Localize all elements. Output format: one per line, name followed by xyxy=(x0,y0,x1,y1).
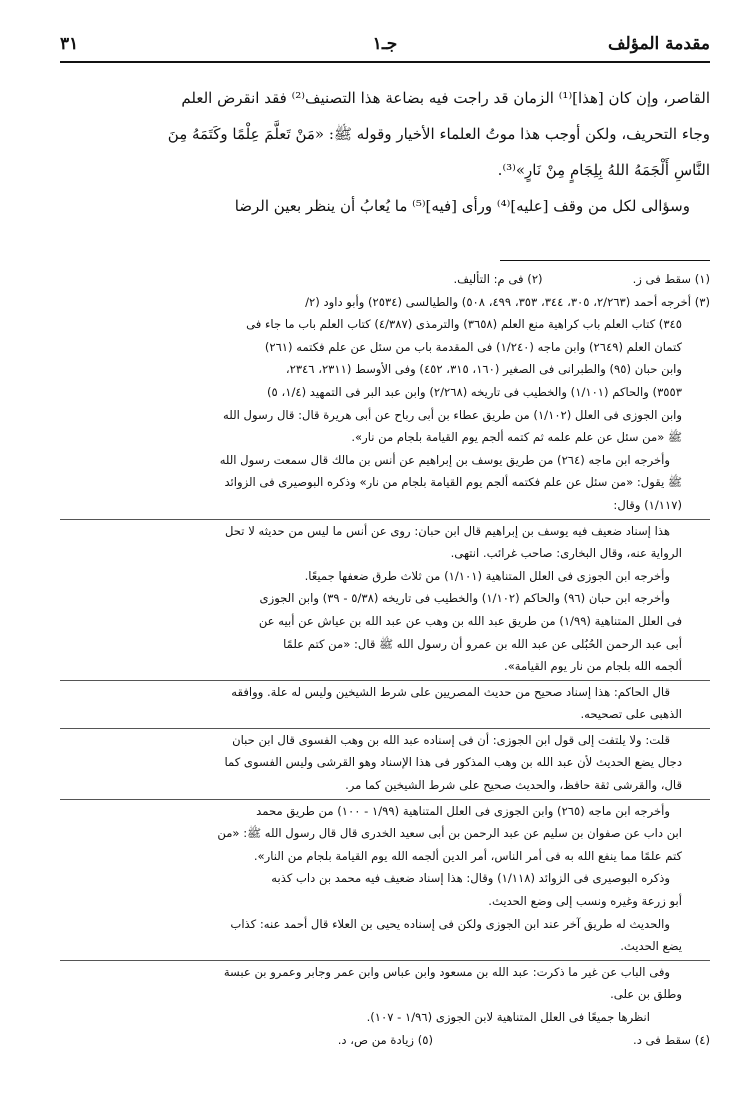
footnote-3-line: وأخرجه ابن ماجه (٢٦٤) من طريق يوسف بن إبراهيم عن أنس بن مالك قال سمعت رسول الله xyxy=(219,452,670,467)
note-line: أبو زرعة وغيره ونسب إلى وضع الحديث. xyxy=(488,894,682,909)
page-number: ٣١ xyxy=(60,34,79,54)
footnote-3-line: ٣٤٥) كتاب العلم باب كراهية منع العلم (٣٦٥٨) والترمذى (٤/٣٨٧) كتاب العلم باب ما جاء فى xyxy=(246,317,682,332)
note-line: قال الحاكم: هذا إسناد صحيح من حديث المصريين على شرط الشيخين وليس له علة. ووافقه xyxy=(231,684,670,699)
body-line: النَّاسِ أَلْجَمَهُ اللهُ بِلِجَامٍ مِنْ نَارٍ»⁽³⁾. xyxy=(497,161,710,179)
note-line: وفى الباب عن غير ما ذكرت: عبد الله بن مسعود وابن عباس وابن عمر وجابر وعمرو بن عبسة xyxy=(223,964,670,979)
footnote-row xyxy=(60,268,710,291)
footnote-3-line: (٣) أخرجه أحمد (٢/٢٦٣، ٣٠٥، ٣٤٤، ٣٥٣، ٤٩٩، ٥٠٨) والطيالسى (٢٥٣٤) وأبو داود (٢/ xyxy=(305,294,710,309)
footnote-3-line: ﷺ يقول: «من سئل عن علم فكتمه ألجم يوم القيامة بلجام من نار» وذكره البوصيرى فى الزوائد xyxy=(224,475,682,490)
note-line: هذا إسناد ضعيف فيه يوسف بن إبراهيم قال ابن حبان: روى عن أنس ما ليس من حديثه لا تحل xyxy=(225,523,670,538)
note-line: وأخرجه ابن ماجه (٢٦٥) وابن الجوزى فى العلل المتناهية (١/٩٩ - ١٠٠) من طريق محمد xyxy=(256,803,670,818)
note-line: دجال يضع الحديث لأن عبد الله بن وهب المذكور فى هذا الإسناد وهو القرشى وليس الفسوى كما xyxy=(224,755,682,770)
footnote-1: (١) سقط فى ز. xyxy=(632,272,710,286)
footnote-5: (٥) زيادة من ص، د. xyxy=(337,1032,434,1047)
footnote-3-line: وابن حبان (٩٥) والطبرانى فى الصغير (١٦٠، ٣١٥، ٤٥٢) وفى الأوسط (٢٣١١، ٢٣٤٦، xyxy=(285,362,682,377)
footnote-2: (٢) فى م: التأليف. xyxy=(453,272,543,286)
header-title: مقدمة المؤلف xyxy=(607,34,710,54)
note-line: وذكره البوصيرى فى الزوائد (١/١١٨) وقال: هذا إسناد ضعيف فيه محمد بن داب كذبه xyxy=(271,871,670,886)
note-line: ألجمه الله بلجام من نار يوم القيامة». xyxy=(504,659,682,674)
footnotes xyxy=(60,268,710,1051)
footnote-3-line: (١/١١٧) وقال: xyxy=(613,497,682,512)
body-line: القاصر، وإن كان [هذا]⁽¹⁾ الزمان قد راجت فيه بضاعة هذا التصنيف⁽²⁾ فقد انقرض العلم xyxy=(181,89,710,107)
note-line: أبى عبد الرحمن الحُبُلى عن عبد الله بن عمرو أن رسول الله ﷺ قال: «من كتم علمًا xyxy=(283,636,682,651)
note-line: قلت: ولا يلتفت إلى قول ابن الجوزى: أن فى إسناده عبد الله بن وهب الفسوى قال ابن حبان xyxy=(232,732,670,747)
running-header xyxy=(60,28,710,58)
footnote-3-line: ٣٥٥٣) والحاكم (١/١٠١) والخطيب فى تاريخه (٢/٢٦٨) وابن عبد البر فى التمهيد (١/٤، ٥) xyxy=(267,384,682,399)
note-line: الرواية عنه، وقال البخارى: صاحب غرائب. انتهى. xyxy=(450,546,682,561)
footnote-4: (٤) سقط فى د. xyxy=(633,1032,710,1047)
footnote-3-line: كتمان العلم (٢٦٤٩) وابن ماجه (١/٢٤٠) فى المقدمة باب من سئل عن علم فكتمه (٢٦١) xyxy=(264,339,682,354)
note-line: الذهبى على تصحيحه. xyxy=(580,707,682,722)
note-line: والحديث له طريق آخر عند ابن الجوزى ولكن فى إسناده يحيى بن العلاء قال أحمد عنه: كذاب xyxy=(230,916,670,931)
note-line: وطلق بن على. xyxy=(610,987,682,1002)
note-line: كتم علمًا مما ينفع الله به فى أمر الناس، أمر الدين ألجمه الله يوم القيامة بلجام من النار». xyxy=(253,848,682,863)
body-line: وسؤالى لكل من وقف [عليه]⁽⁴⁾ ورأى [فيه]⁽⁵⁾ ما يُعابُ أن ينظر بعين الرضا xyxy=(234,197,690,215)
note-line: وأخرجه ابن الجوزى فى العلل المتناهية (١/١٠١) من ثلاث طرق ضعفها جميعًا. xyxy=(304,568,670,583)
note-line: قال، والقرشى ثقة حافظ، والحديث صحيح على شرط الشيخين كما مر. xyxy=(345,778,682,793)
body-line: وجاء التحريف، ولكن أوجب هذا موتُ العلماء الأخيار وقوله ﷺ: «مَنْ تَعلَّمَ عِلْمًا وكَتَمَهُ مِنَ xyxy=(167,125,710,143)
note-line: ابن داب عن صفوان بن سليم عن عبد الرحمن بن أبى سعيد الخدرى قال قال رسول الله ﷺ: «من xyxy=(217,826,682,841)
footnote-3-line: ﷺ «من سئل عن علم علمه ثم كتمه ألجم يوم القيامة بلجام من نار». xyxy=(351,430,682,445)
footnote-separator xyxy=(500,260,710,261)
footnote-3-line: وابن الجوزى فى العلل (١/١٠٢) من طريق عطاء بن أبى رباح عن أبى هريرة قال: قال رسول الله xyxy=(223,407,682,422)
note-line: يضع الحديث. xyxy=(620,939,682,954)
note-line: وأخرجه ابن حبان (٩٦) والحاكم (١/١٠٢) والخطيب فى تاريخه (٥/٣٨ - ٣٩) وابن الجوزى xyxy=(259,591,670,606)
page xyxy=(60,28,710,1047)
header-rule xyxy=(60,61,710,63)
footnote-row xyxy=(60,1029,710,1052)
header-volume: جـ١ xyxy=(372,34,398,54)
note-line: فى العلل المتناهية (١/٩٩) من طريق عبد الله بن وهب عن عبد الله بن عياش عن أبيه عن xyxy=(258,613,682,628)
main-text xyxy=(60,80,710,224)
note-line: انظرها جميعًا فى العلل المتناهية لابن الجوزى (١/٩٦ - ١٠٧). xyxy=(366,1010,650,1024)
